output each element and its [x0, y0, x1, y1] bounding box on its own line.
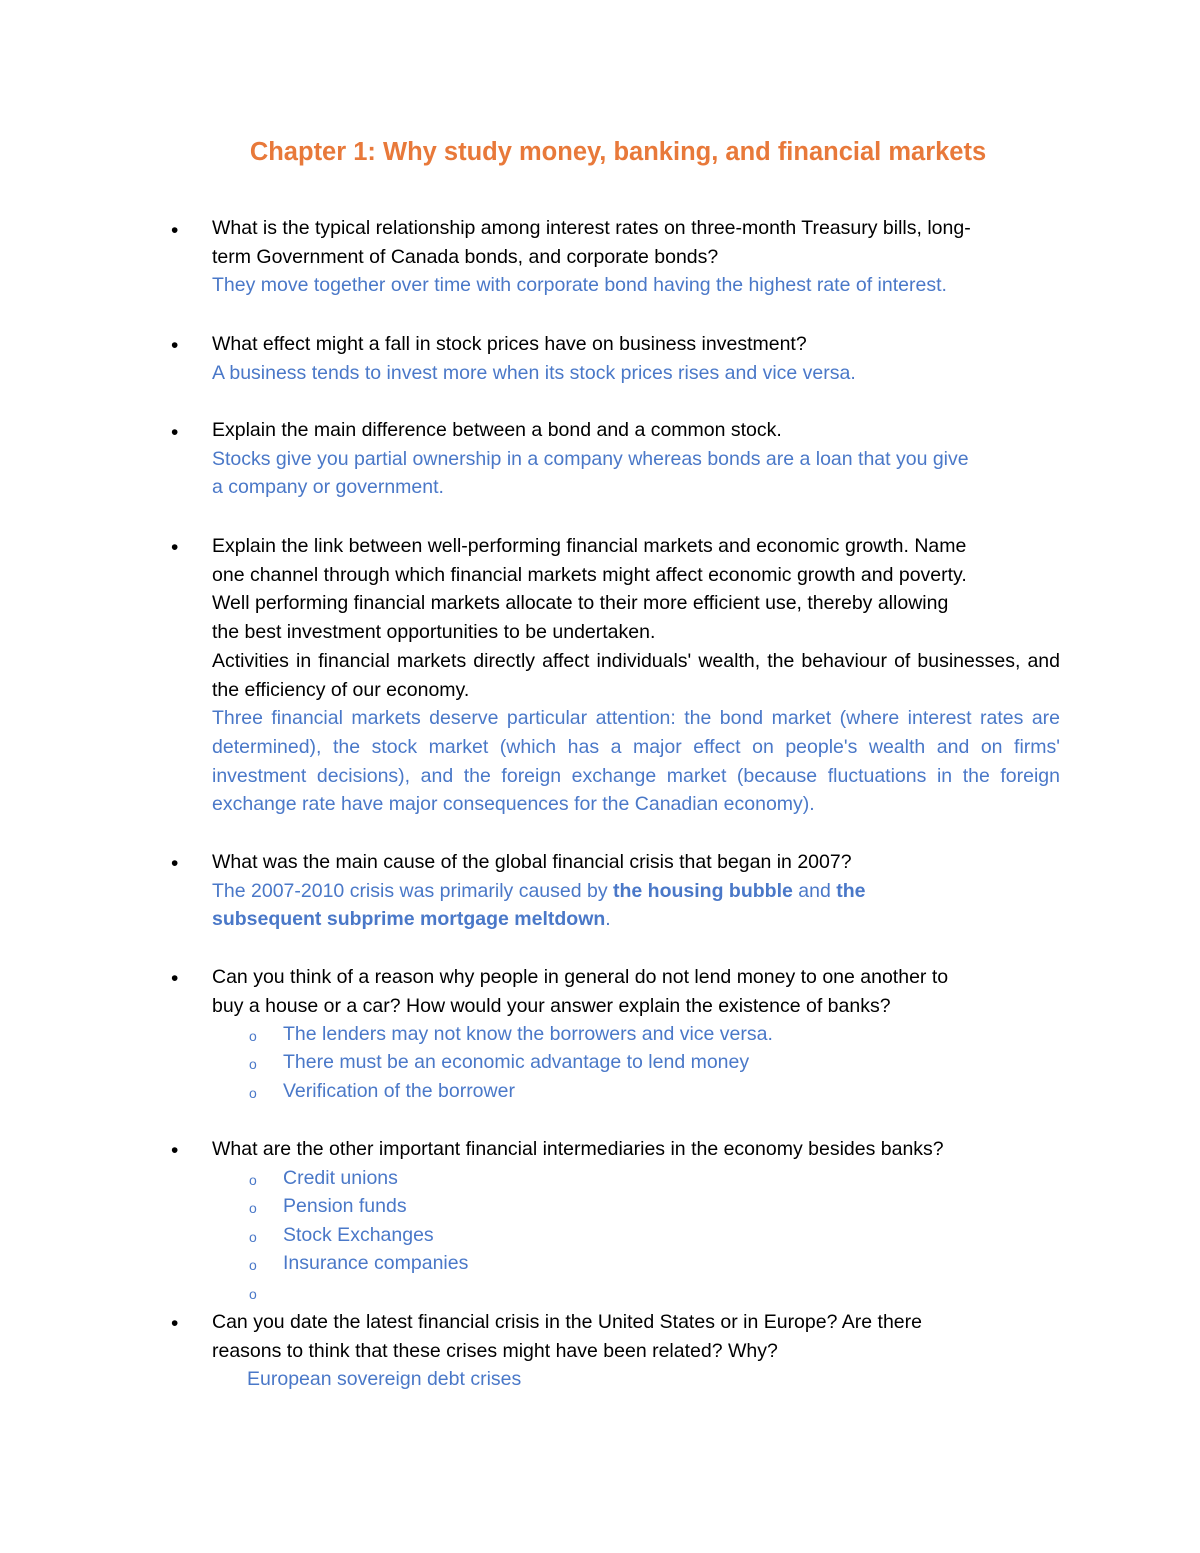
sub-bullet-icon: o [249, 1257, 257, 1273]
answer-4-para-1-line-2: the best investment opportunities to be undertaken. [212, 621, 656, 644]
question-8-line-2: reasons to think that these crises might have been related? Why? [212, 1339, 778, 1362]
question-4 [212, 532, 1060, 819]
sub-bullet-icon: o [249, 1085, 257, 1101]
answer-4-para-2: Activities in financial markets directly affect individuals' wealth, the behaviour of businesses, and the efficiency of our economy. [212, 649, 1060, 701]
question-7-text: What are the other important financial intermediaries in the economy besides banks? [212, 1138, 944, 1160]
sub-bullet-icon: o [249, 1056, 257, 1072]
bullet-icon: • [171, 219, 179, 242]
bullet-icon: • [171, 852, 179, 875]
answer-5-line-2 [212, 905, 1062, 934]
bullet-icon: • [171, 967, 179, 990]
sub-bullet-icon: o [249, 1200, 257, 1216]
question-8-line-1: Can you date the latest financial crisis in the United States or in Europe? Are there [212, 1311, 922, 1333]
question-3 [212, 416, 1062, 502]
question-2 [212, 330, 1062, 387]
question-6-line-2: buy a house or a car? How would your answer explain the existence of banks? [212, 994, 891, 1017]
bullet-icon: • [171, 421, 179, 444]
question-5-text: What was the main cause of the global financial crisis that began in 2007? [212, 851, 852, 873]
answer-5-period: . [605, 908, 611, 931]
list-item: Verification of the borrower [283, 1080, 515, 1102]
question-2-text: What effect might a fall in stock prices have on business investment? [212, 333, 807, 355]
sub-bullet-icon: o [249, 1286, 257, 1302]
answer-8: European sovereign debt crises [247, 1368, 522, 1390]
question-4-line-1: Explain the link between well-performing financial markets and economic growth. Name [212, 535, 967, 557]
list-item: Pension funds [283, 1195, 407, 1217]
answer-4-highlight: Three financial markets deserve particular attention: the bond market (where interest rates are determined), the stock market (which has a major effect on people's wealth and on firms' investment decisions), and the foreign exchange market (because fluctuations in the foreign exchange rate have major consequences for the Canadian economy). [212, 707, 1060, 816]
question-1-line-2: term Government of Canada bonds, and corporate bonds? [212, 245, 719, 268]
answer-4-para-1-line-1: Well performing financial markets allocate to their more efficient use, thereby allowing [212, 592, 949, 615]
list-item: The lenders may not know the borrowers and vice versa. [283, 1023, 773, 1045]
answer-3-line-1: Stocks give you partial ownership in a company whereas bonds are a loan that you give [212, 447, 969, 470]
question-1-line-1: What is the typical relationship among interest rates on three-month Treasury bills, long- [212, 217, 971, 239]
bullet-icon: • [171, 1312, 179, 1335]
question-8 [212, 1308, 1062, 1365]
answer-5-line-1 [212, 877, 1062, 906]
answer-5-emphasis-2a: the [836, 879, 866, 902]
sub-bullet-icon: o [249, 1028, 257, 1044]
list-item: Credit unions [283, 1167, 398, 1189]
question-5 [212, 848, 1062, 934]
answer-5-emphasis-1: the housing bubble [613, 879, 793, 902]
bullet-icon: • [171, 1139, 179, 1162]
sub-bullet-icon: o [249, 1172, 257, 1188]
page-title: Chapter 1: Why study money, banking, and financial markets [249, 138, 987, 166]
answer-3-line-2: a company or government. [212, 476, 444, 499]
answer-5-conjunction: and [792, 879, 837, 902]
list-item: Insurance companies [283, 1252, 469, 1274]
question-7 [212, 1135, 1062, 1164]
answer-2: A business tends to invest more when its stock prices rises and vice versa. [212, 361, 856, 384]
answer-1: They move together over time with corporate bond having the highest rate of interest. [212, 274, 947, 297]
sub-bullet-icon: o [249, 1229, 257, 1245]
question-6 [212, 963, 1062, 1020]
bullet-icon: • [171, 536, 179, 559]
question-1 [212, 214, 1062, 300]
list-item: Stock Exchanges [283, 1224, 434, 1246]
answer-5-intro: The 2007-2010 crisis was primarily caused by [212, 879, 614, 902]
answer-5-emphasis-2b: subsequent subprime mortgage meltdown [212, 908, 606, 931]
question-4-line-2: one channel through which financial markets might affect economic growth and poverty. [212, 563, 967, 586]
question-3-text: Explain the main difference between a bond and a common stock. [212, 419, 782, 441]
question-6-line-1: Can you think of a reason why people in general do not lend money to one another to [212, 966, 949, 988]
bullet-icon: • [171, 334, 179, 357]
list-item: There must be an economic advantage to lend money [283, 1051, 750, 1073]
